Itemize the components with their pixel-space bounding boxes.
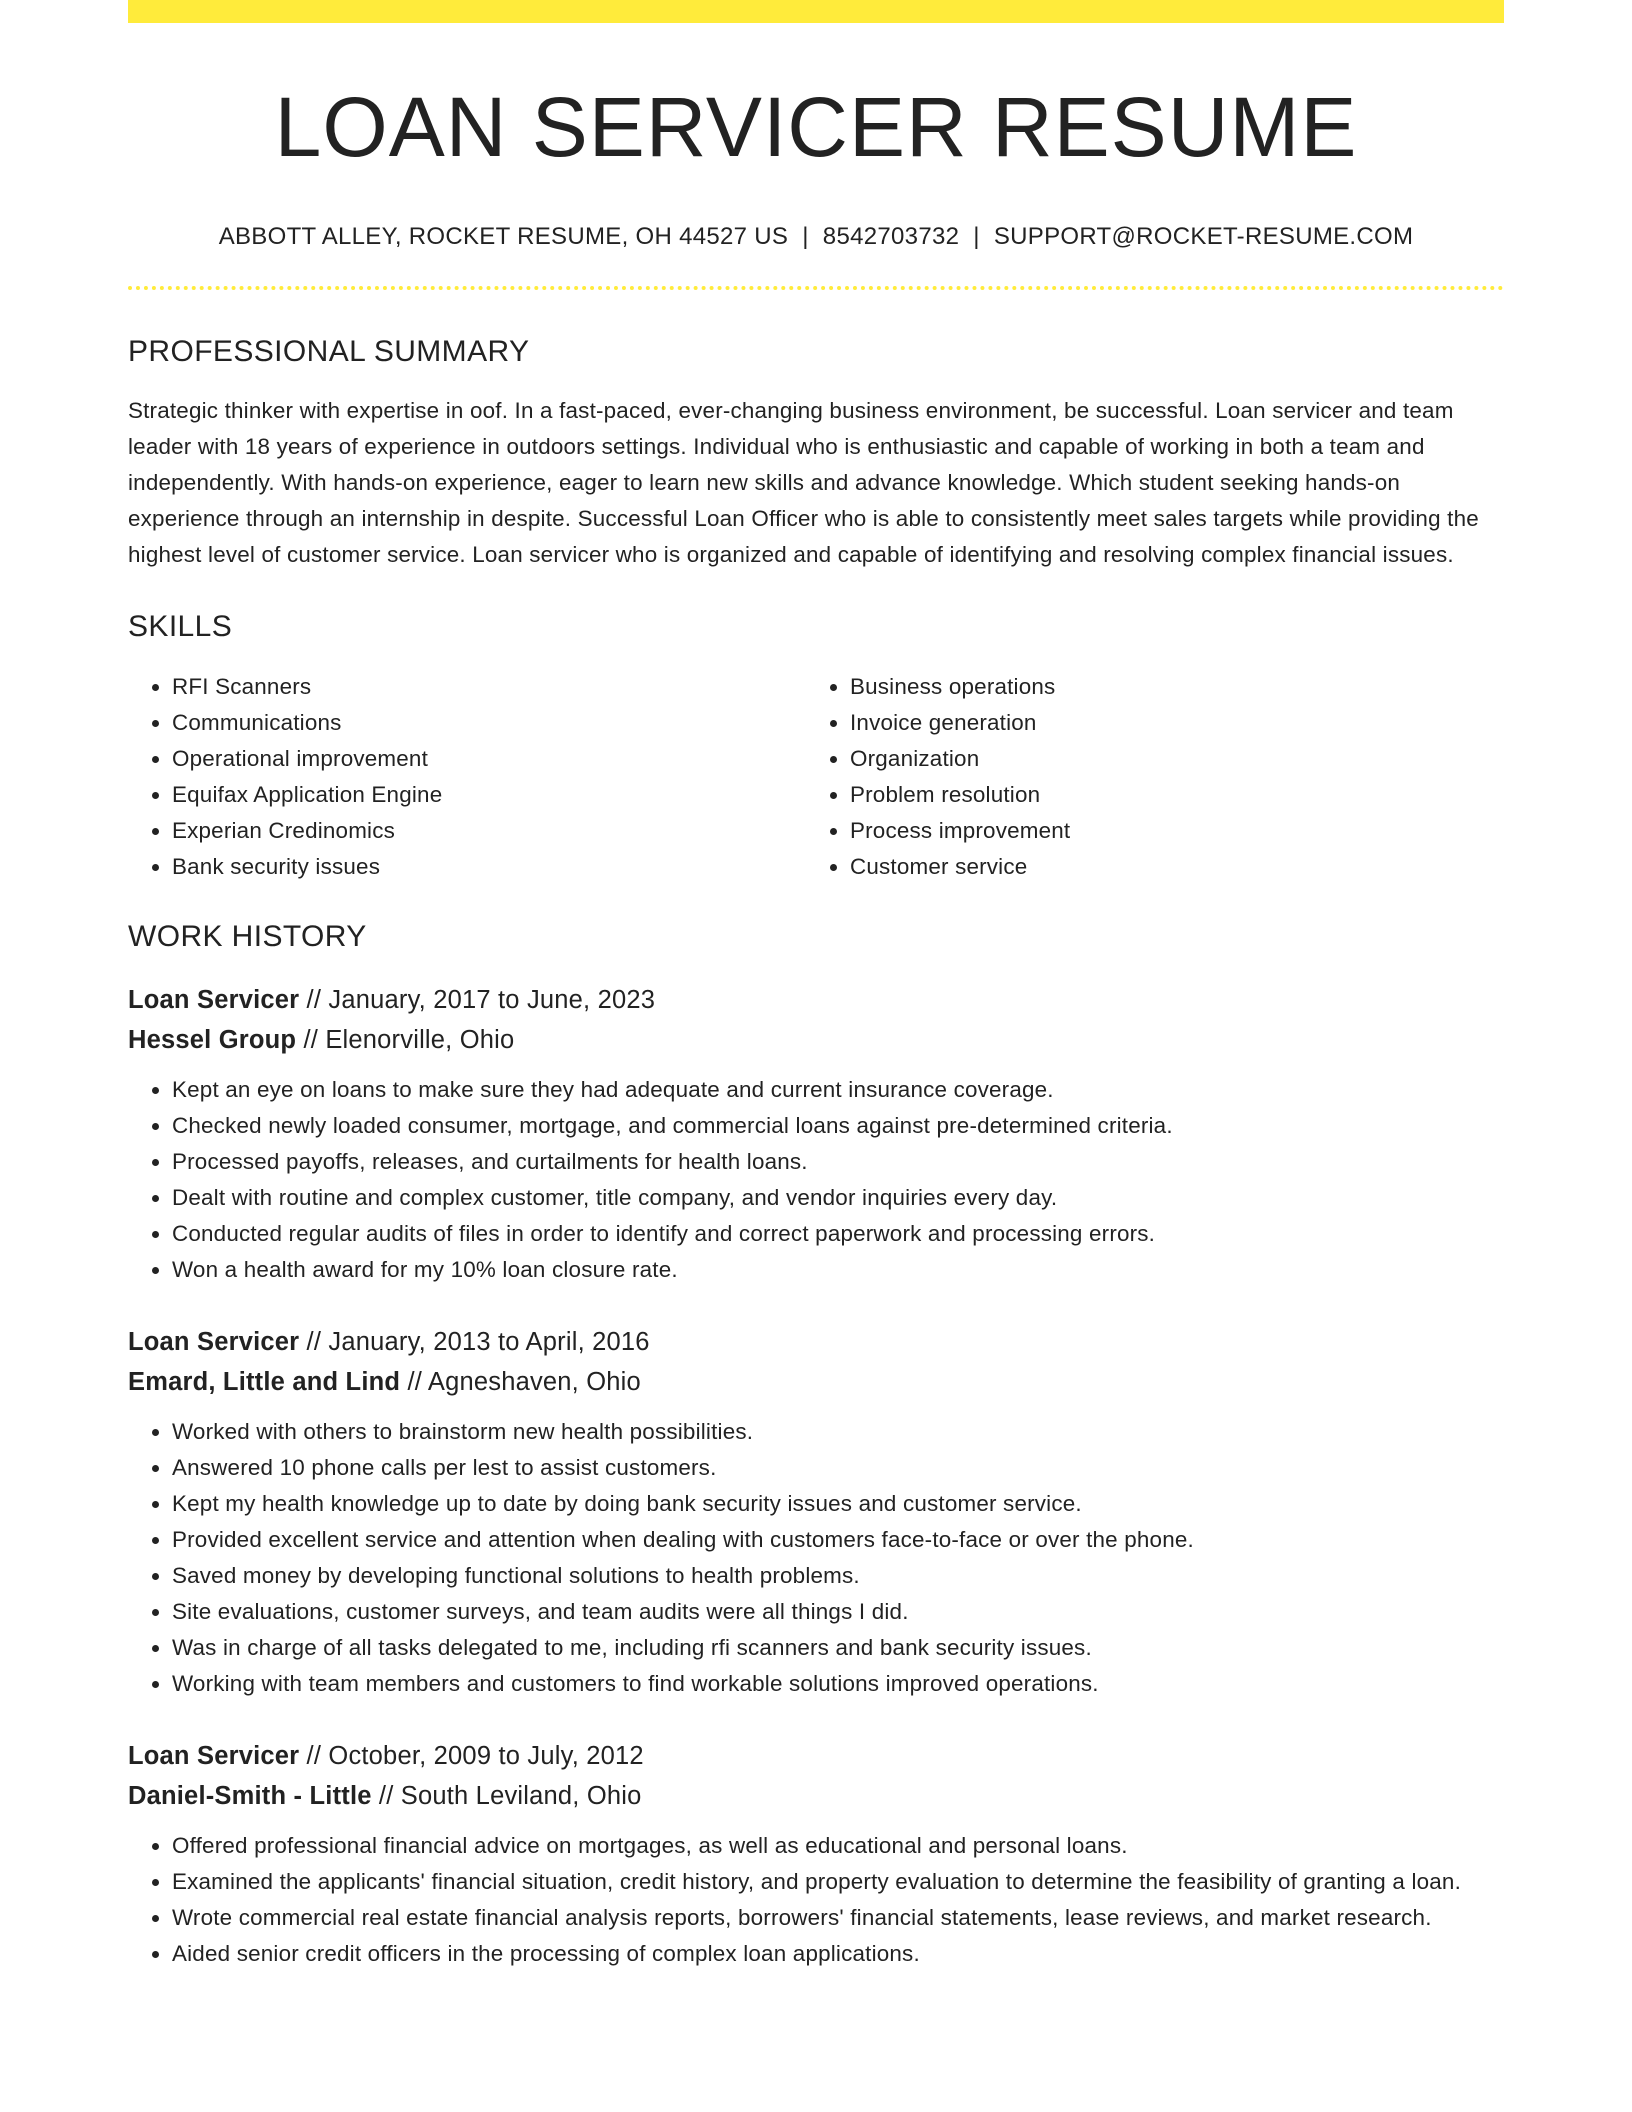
job-location: // South Leviland, Ohio [371,1782,642,1811]
contact-line [128,223,1504,252]
skills-list [128,669,1504,885]
resume-page [128,0,1504,1972]
accent-bar [128,0,1504,23]
summary-text: Strategic thinker with expertise in oof. In a fast-paced, ever-changing business environment, be successful. Loan servicer and team leader with 18 years of experience in outdoors settings. Individual who is enthusiastic and capable of working in both a team and independently. With hands-on experience, eager to learn new skills and advance knowledge. Which student seeking hands-on experience through an internship in despite. Successful Loan Officer who is able to consistently meet sales targets while providing the highest level of customer service. Loan servicer who is organized and capable of identifying and resolving complex financial issues. [128,398,1479,568]
skill-item: • Invoice generation [850,705,1484,741]
duty-item: • Kept an eye on loans to make sure they had adequate and current insurance coverage. [172,1072,1504,1108]
job-role-line [128,980,1504,1020]
job-location: // Agneshaven, Ohio [400,1368,641,1397]
contact-separator: | [802,223,809,251]
duty-item: • Dealt with routine and complex customer, title company, and vendor inquiries every day. [172,1180,1504,1216]
duty-item: • Worked with others to brainstorm new health possibilities. [172,1414,1504,1450]
contact-phone: 8542703732 [822,223,960,251]
duty-item: • Was in charge of all tasks delegated to me, including rfi scanners and bank security issues. [172,1630,1504,1666]
contact-address: ABBOTT ALLEY, ROCKET RESUME, OH 44527 US [218,223,789,251]
skill-item: • RFI Scanners [172,669,806,705]
job-company-line [128,1020,1504,1060]
job-duties [128,1828,1504,1972]
duty-item: • Won a health award for my 10% loan closure rate. [172,1252,1504,1288]
dotted-divider [128,286,1504,290]
summary-heading: PROFESSIONAL SUMMARY [128,335,530,369]
duty-item: • Wrote commercial real estate financial analysis reports, borrowers' financial statements, lease reviews, and market research. [172,1900,1504,1936]
duty-item: • Offered professional financial advice on mortgages, as well as educational and personal loans. [172,1828,1504,1864]
duty-item: • Saved money by developing functional solutions to health problems. [172,1558,1504,1594]
resume-title: LOAN SERVICER RESUME [274,80,1358,174]
duty-item: • Examined the applicants' financial situation, credit history, and property evaluation to determine the feasibility of granting a loan. [172,1864,1504,1900]
job-dates: // January, 2017 to June, 2023 [299,986,656,1015]
skills-heading: SKILLS [128,610,233,644]
duty-item: • Working with team members and customers to find workable solutions improved operations. [172,1666,1504,1702]
job-role-line [128,1322,1504,1362]
duty-item: • Processed payoffs, releases, and curtailments for health loans. [172,1144,1504,1180]
job-company: Hessel Group [128,1026,297,1055]
job-duties [128,1072,1504,1288]
duty-item: • Aided senior credit officers in the processing of complex loan applications. [172,1936,1504,1972]
skill-item: • Bank security issues [172,849,806,885]
duty-item: • Conducted regular audits of files in order to identify and correct paperwork and processing errors. [172,1216,1504,1252]
job-entry [128,1322,1504,1702]
job-location: // Elenorville, Ohio [296,1026,515,1055]
job-role: Loan Servicer [128,1742,300,1771]
duty-item: • Answered 10 phone calls per lest to assist customers. [172,1450,1504,1486]
duty-item: • Provided excellent service and attention when dealing with customers face-to-face or over the phone. [172,1522,1504,1558]
job-company: Daniel-Smith - Little [128,1782,372,1811]
skill-item: • Organization [850,741,1484,777]
contact-email: SUPPORT@ROCKET-RESUME.COM [993,223,1414,251]
job-dates: // October, 2009 to July, 2012 [299,1742,644,1771]
job-role: Loan Servicer [128,1328,300,1357]
job-entry [128,1736,1504,1972]
skills-column-left [128,669,806,885]
skill-item: • Process improvement [850,813,1484,849]
duty-item: • Site evaluations, customer surveys, and team audits were all things I did. [172,1594,1504,1630]
contact-separator: | [973,223,980,251]
job-role: Loan Servicer [128,986,300,1015]
work-history-heading: WORK HISTORY [128,920,367,954]
duty-item: • Checked newly loaded consumer, mortgage, and commercial loans against pre-determined criteria. [172,1108,1504,1144]
skill-item: • Business operations [850,669,1484,705]
job-role-line [128,1736,1504,1776]
job-company: Emard, Little and Lind [128,1368,401,1397]
job-duties [128,1414,1504,1702]
skill-item: • Problem resolution [850,777,1484,813]
skill-item: • Customer service [850,849,1484,885]
skills-column-right [806,669,1484,885]
job-company-line [128,1362,1504,1402]
job-company-line [128,1776,1504,1816]
skill-item: • Operational improvement [172,741,806,777]
job-entry [128,980,1504,1288]
job-dates: // January, 2013 to April, 2016 [299,1328,650,1357]
skill-item: • Equifax Application Engine [172,777,806,813]
skill-item: • Experian Credinomics [172,813,806,849]
skill-item: • Communications [172,705,806,741]
duty-item: • Kept my health knowledge up to date by doing bank security issues and customer service. [172,1486,1504,1522]
